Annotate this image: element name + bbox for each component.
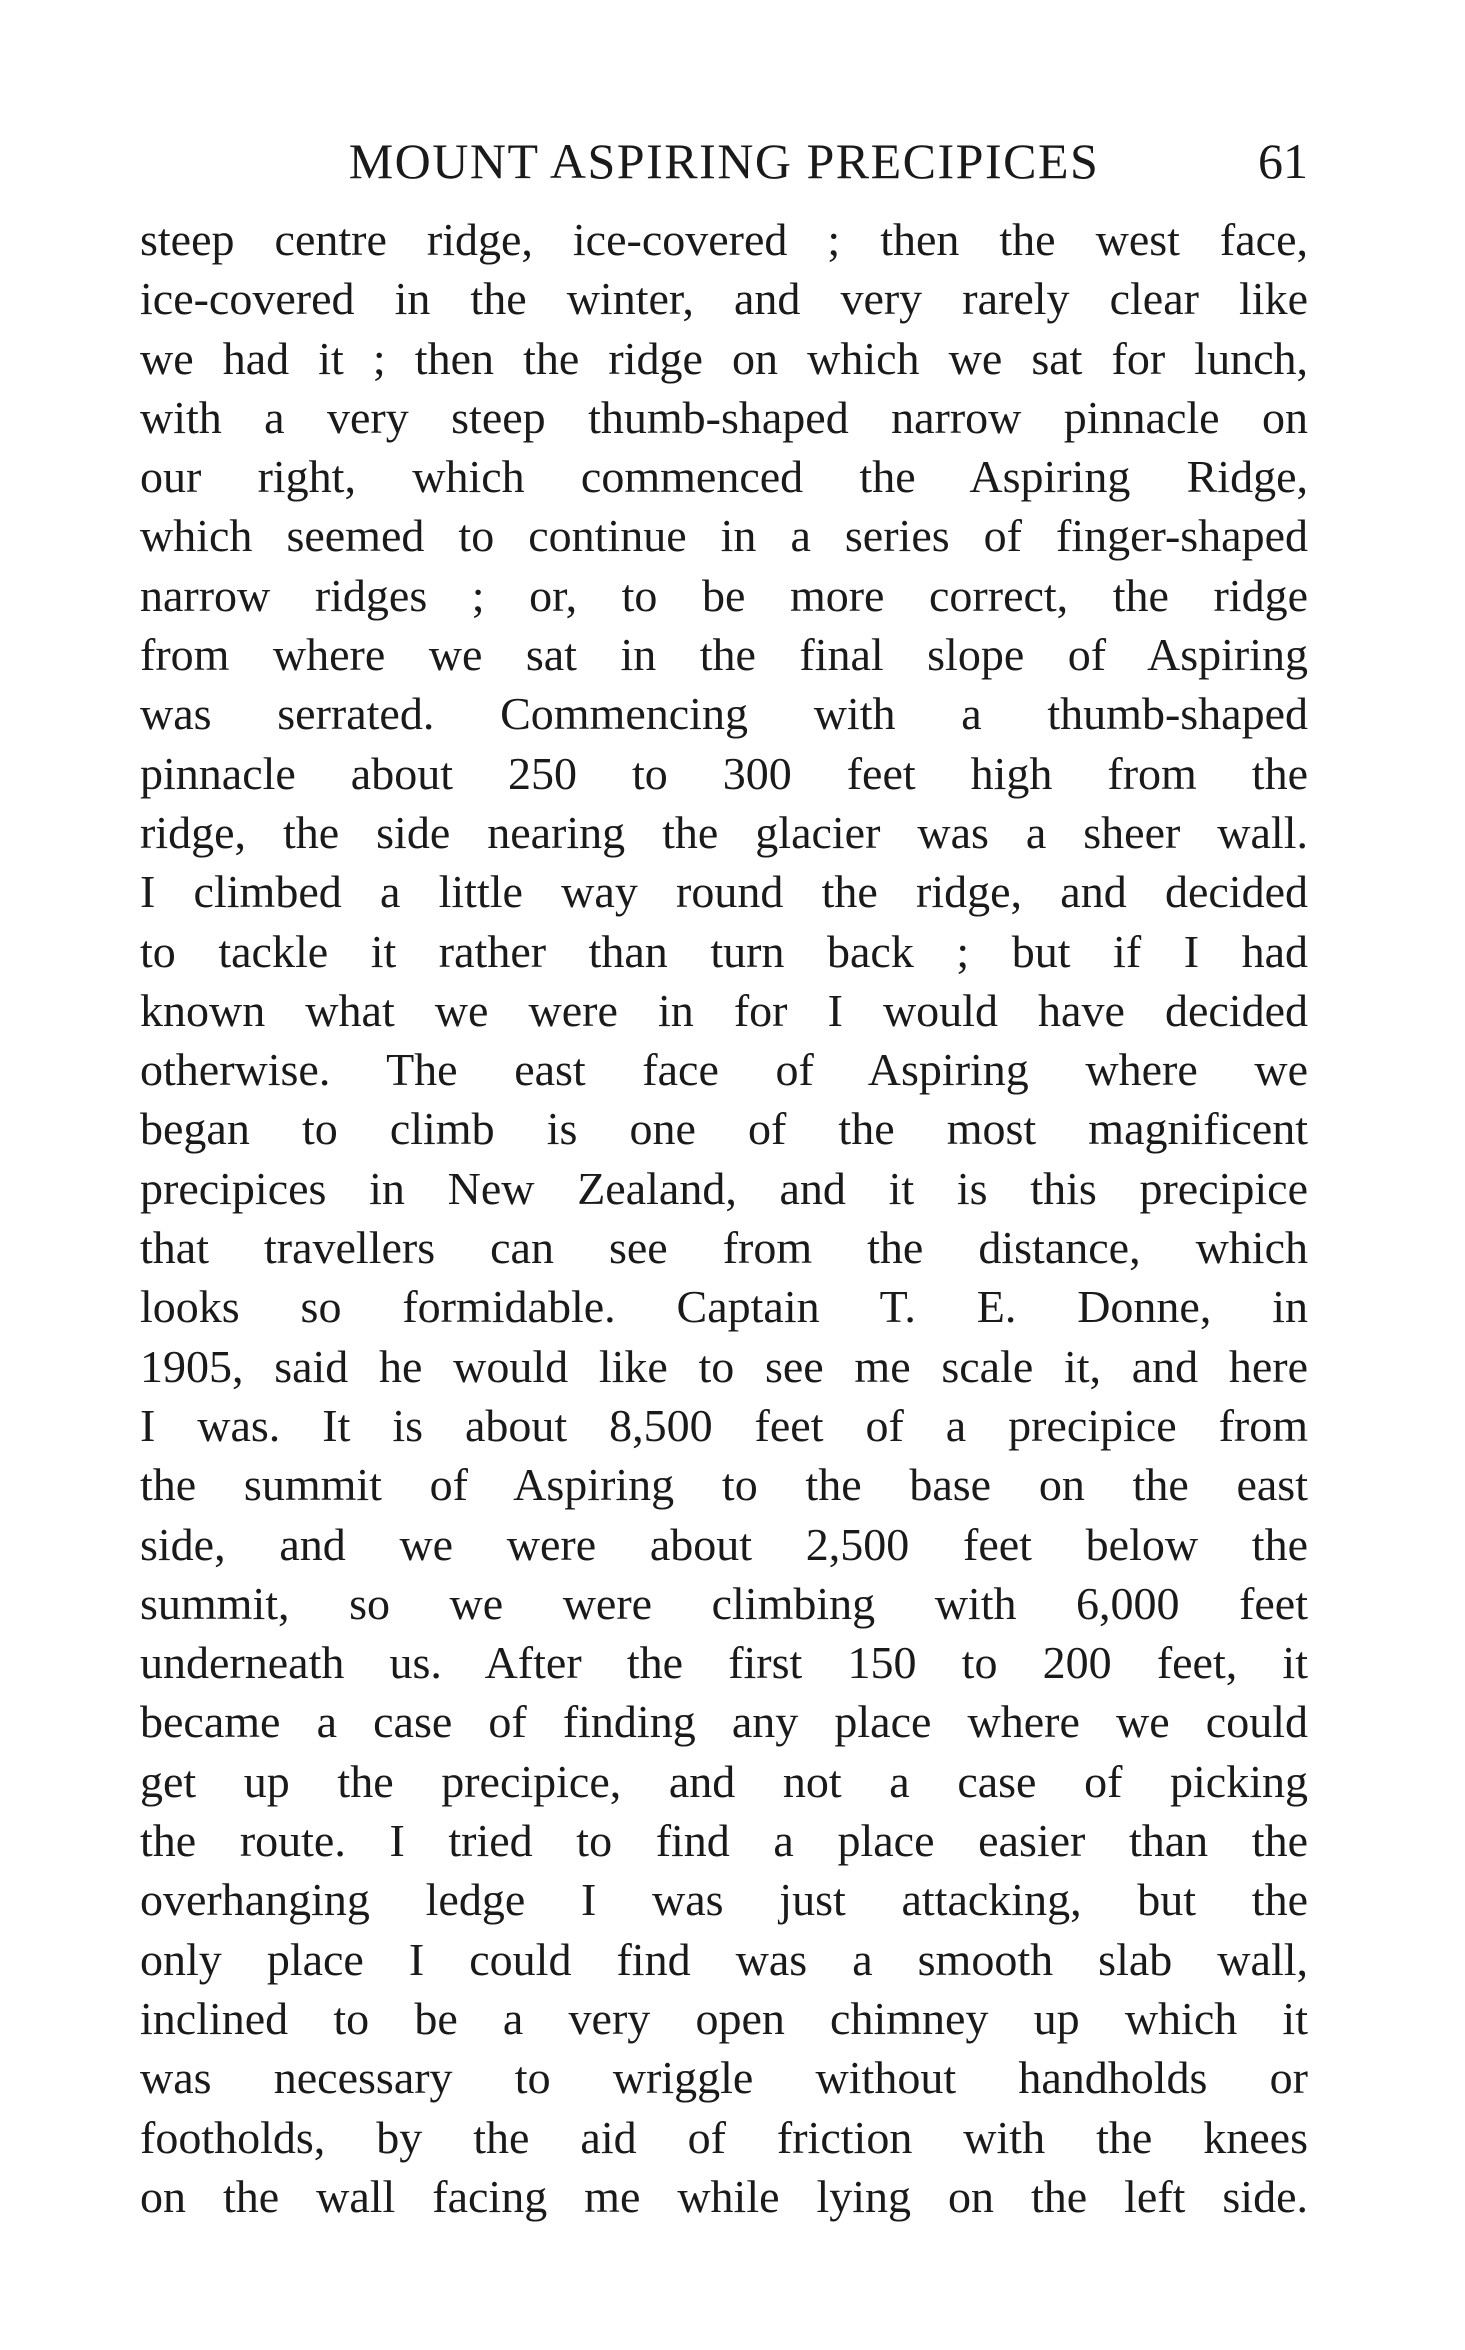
text-line: was serrated. Commencing with a thumb-shaped: [140, 688, 1308, 740]
text-line: side, and we were about 2,500 feet below the: [140, 1518, 1308, 1570]
text-line: pinnacle about 250 to 300 feet high from the: [140, 747, 1308, 799]
page-number: 61: [1258, 133, 1308, 189]
text-line: we had it ; then the ridge on which we sat for lunch,: [140, 332, 1308, 384]
text-line: I was. It is about 8,500 feet of a precipice from: [140, 1399, 1308, 1451]
running-head: [140, 128, 1308, 194]
text-line: our right, which commenced the Aspiring Ridge,: [140, 451, 1308, 503]
text-line: ice-covered in the winter, and very rarely clear like: [140, 273, 1308, 325]
text-line: from where we sat in the final slope of Aspiring: [140, 629, 1308, 681]
text-line: the summit of Aspiring to the base on the east: [140, 1459, 1308, 1511]
text-line: I climbed a little way round the ridge, and decided: [140, 866, 1308, 918]
text-line: became a case of finding any place where we could: [140, 1696, 1308, 1748]
text-line: overhanging ledge I was just attacking, but the: [140, 1874, 1308, 1926]
text-line: ridge, the side nearing the glacier was a sheer wall.: [140, 806, 1308, 858]
text-line: summit, so we were climbing with 6,000 feet: [140, 1577, 1308, 1629]
text-line: that travellers can see from the distance, which: [140, 1222, 1308, 1274]
text-line: the route. I tried to find a place easier than the: [140, 1815, 1308, 1867]
text-line: began to climb is one of the most magnificent: [140, 1103, 1308, 1155]
text-line: only place I could find was a smooth slab wall,: [140, 1933, 1308, 1985]
text-line: with a very steep thumb-shaped narrow pinnacle on: [140, 391, 1308, 443]
text-line: steep centre ridge, ice-covered ; then the west face,: [140, 214, 1308, 265]
text-line: known what we were in for I would have decided: [140, 984, 1308, 1036]
text-line: was necessary to wriggle without handholds or: [140, 2052, 1308, 2104]
text-line: footholds, by the aid of friction with the knees: [140, 2111, 1308, 2163]
text-line: looks so formidable. Captain T. E. Donne, in: [140, 1281, 1308, 1333]
running-title: MOUNT ASPIRING PRECIPICES: [348, 133, 1100, 189]
text-line: which seemed to continue in a series of finger-shaped: [140, 510, 1308, 562]
body-text: [140, 210, 1308, 2226]
text-line: inclined to be a very open chimney up which it: [140, 1992, 1308, 2044]
text-line: on the wall facing me while lying on the left side.: [140, 2170, 1308, 2222]
text-line: otherwise. The east face of Aspiring where we: [140, 1044, 1308, 1096]
text-line: get up the precipice, and not a case of picking: [140, 1755, 1308, 1807]
text-line: precipices in New Zealand, and it is this precipice: [140, 1162, 1308, 1214]
text-line: narrow ridges ; or, to be more correct, the ridge: [140, 569, 1308, 621]
text-line: to tackle it rather than turn back ; but if I had: [140, 925, 1308, 977]
text-line: underneath us. After the first 150 to 200 feet, it: [140, 1637, 1308, 1689]
text-line: 1905, said he would like to see me scale it, and here: [140, 1340, 1308, 1392]
